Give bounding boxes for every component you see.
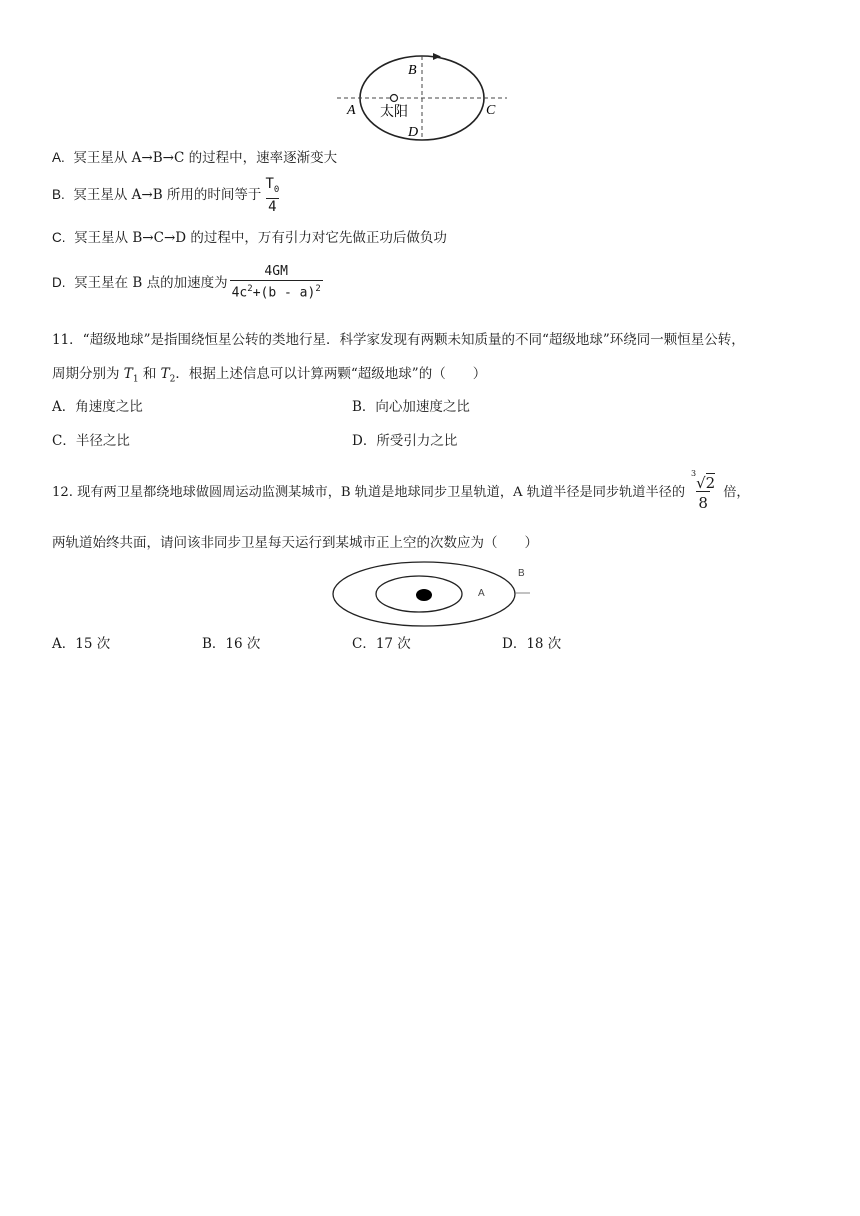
earth-icon xyxy=(416,589,432,601)
den-exp2: 2 xyxy=(315,284,321,294)
q12-option-a: A．15 次 xyxy=(52,636,111,652)
stem-part: 倍， xyxy=(723,485,750,500)
frac-denominator xyxy=(230,280,323,301)
sun-marker xyxy=(391,95,398,102)
q12-stem-line1 xyxy=(52,469,750,514)
fraction-cuberoot2-over-8 xyxy=(689,469,717,514)
option-letter: C. xyxy=(52,230,66,245)
label-d: D xyxy=(408,125,419,140)
label-c: C xyxy=(486,103,496,118)
frac-numerator: T xyxy=(265,176,274,192)
q11-option-c: C．半径之比 xyxy=(52,433,130,449)
q11-option-a: A．角速度之比 xyxy=(52,399,143,415)
q11-stem-line1: 11．“超级地球”是指围绕恒星公转的类地行星．科学家发现有两颗未知质量的不同“超级地球”环绕同一颗恒星公转， xyxy=(52,332,745,348)
q11-stem-line2 xyxy=(52,364,486,390)
frac-numerator-sub: 0 xyxy=(273,184,280,195)
option-letter: D. xyxy=(52,274,66,290)
fraction-t0-over-4 xyxy=(263,176,281,215)
q10-option-d xyxy=(52,264,325,301)
q12-option-d: D．18 次 xyxy=(502,636,562,652)
t2-symbol: T xyxy=(160,366,170,382)
option-letter: A. xyxy=(52,150,65,165)
label-sun: 太阳 xyxy=(380,105,408,120)
direction-arrow-icon xyxy=(433,53,441,60)
orbit-ellipse-diagram xyxy=(335,52,510,144)
stem-part: 周期分别为 xyxy=(52,366,124,382)
t1-symbol: T xyxy=(123,366,133,382)
radical-sign: √ xyxy=(696,474,706,492)
q12-option-b: B．16 次 xyxy=(202,636,261,652)
option-text: 冥王星从 A→B→C 的过程中，速率逐渐变大 xyxy=(73,150,338,166)
frac-numerator xyxy=(689,469,717,492)
q10-option-a xyxy=(52,148,337,168)
fraction-acceleration xyxy=(230,264,323,301)
option-text: 冥王星从 B→C→D 的过程中，万有引力对它先做正功后做负功 xyxy=(74,230,447,246)
label-a: A xyxy=(478,588,485,599)
radicand: 2 xyxy=(705,474,716,492)
label-a: A xyxy=(347,103,356,118)
q12-option-c: C．17 次 xyxy=(352,636,411,652)
q10-option-b xyxy=(52,176,283,215)
label-b: B xyxy=(408,63,417,78)
den-part-a: 4c xyxy=(231,285,248,301)
concentric-orbits-diagram xyxy=(330,560,535,630)
q11-option-b: B．向心加速度之比 xyxy=(352,399,470,415)
t1-sub: 1 xyxy=(132,374,139,385)
option-text: 冥王星从 A→B 所用的时间等于 xyxy=(73,187,262,204)
option-letter: B. xyxy=(52,187,65,203)
q10-option-c xyxy=(52,228,447,248)
q11-option-d: D．所受引力之比 xyxy=(352,433,458,449)
frac-denominator: 8 xyxy=(696,491,710,514)
q12-stem-line2: 两轨道始终共面，请问该非同步卫星每天运行到某城市正上空的次数应为（ ） xyxy=(52,535,538,551)
stem-part: 和 xyxy=(138,366,161,382)
den-exp1: 2 xyxy=(247,284,253,294)
den-part-b: +(b - a) xyxy=(252,285,316,301)
frac-denominator: 4 xyxy=(268,198,277,215)
frac-numerator: 4GM xyxy=(264,264,288,279)
t2-sub: 2 xyxy=(169,374,176,385)
root-index: 3 xyxy=(691,469,697,478)
stem-part: ．根据上述信息可以计算两颗“超级地球”的（ ） xyxy=(175,366,487,382)
label-b: B xyxy=(518,568,525,579)
stem-part: 12. 现有两卫星都绕地球做圆周运动监测某城市，B 轨道是地球同步卫星轨道，A 轨道半径是同步轨道半径的 xyxy=(52,485,686,500)
option-text: 冥王星在 B 点的加速度为 xyxy=(74,274,228,291)
